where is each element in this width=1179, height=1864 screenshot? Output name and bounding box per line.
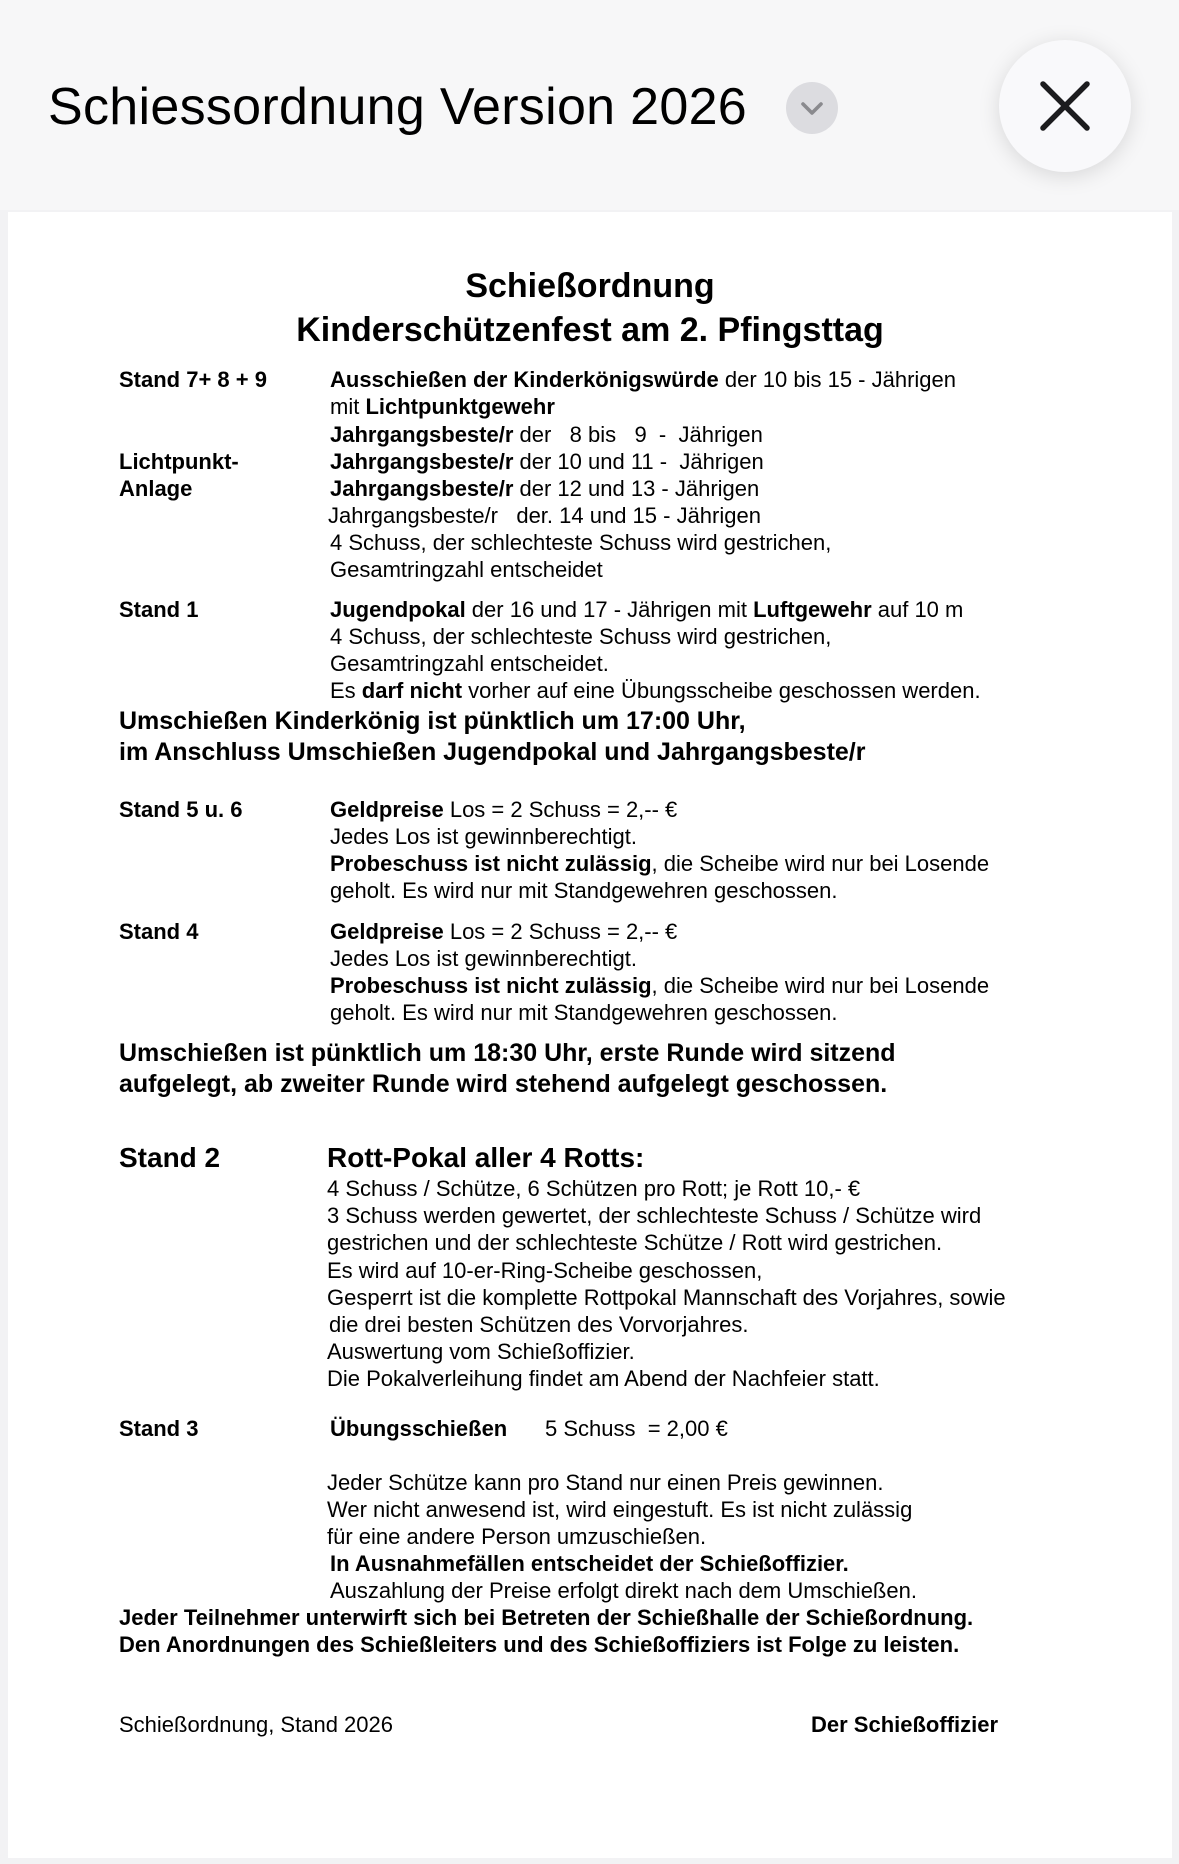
stand-2-line-6: die drei besten Schützen des Vorvorjahres. xyxy=(329,1312,749,1337)
stand-1-label: Stand 1 xyxy=(119,597,199,622)
stand-789-label: Stand 7+ 8 + 9 xyxy=(119,367,267,392)
stand-56-label: Stand 5 u. 6 xyxy=(119,797,243,822)
general-line-2: Wer nicht anwesend ist, wird eingestuft. Es ist nicht zulässig xyxy=(327,1497,913,1522)
stand-4-line-1: Geldpreise Los = 2 Schuss = 2,-- € xyxy=(330,919,678,944)
doc-subtitle: Kinderschützenfest am 2. Pfingsttag xyxy=(296,311,884,349)
stand-2-line-3: gestrichen und der schlechteste Schütze / Rott wird gestrichen. xyxy=(327,1230,943,1255)
closing-line-1: Jeder Teilnehmer unterwirft sich bei Betreten der Schießhalle der Schießordnung. xyxy=(119,1605,974,1630)
title-dropdown-button[interactable] xyxy=(786,82,838,134)
stand-1-line-1: Jugendpokal der 16 und 17 - Jährigen mit Luftgewehr auf 10 m xyxy=(330,597,964,622)
close-icon xyxy=(1037,78,1093,134)
closing-line-2: Den Anordnungen des Schießleiters und des Schießoffiziers ist Folge zu leisten. xyxy=(119,1632,960,1657)
general-line-5: Auszahlung der Preise erfolgt direkt nach dem Umschießen. xyxy=(330,1578,917,1603)
stand-56-line-1: Geldpreise Los = 2 Schuss = 2,-- € xyxy=(330,797,678,822)
stand-789-side-label-1: Lichtpunkt- xyxy=(119,449,239,474)
stand-4-line-2: Jedes Los ist gewinnberechtigt. xyxy=(330,946,637,971)
stand-4-label: Stand 4 xyxy=(119,919,199,944)
stand-4-line-4: geholt. Es wird nur mit Standgewehren geschossen. xyxy=(330,1000,838,1025)
stand-1-line-4: Es darf nicht vorher auf eine Übungsscheibe geschossen werden. xyxy=(330,678,981,703)
stand-2-line-1: 4 Schuss / Schütze, 6 Schützen pro Rott; je Rott 10,- € xyxy=(327,1176,861,1201)
stand-56-line-4: geholt. Es wird nur mit Standgewehren geschossen. xyxy=(330,878,838,903)
stand-2-line-7: Auswertung vom Schießoffizier. xyxy=(327,1339,635,1364)
stand-789-line-1: Ausschießen der Kinderkönigswürde der 10 bis 15 - Jährigen xyxy=(330,367,957,392)
notice-2-line-1: Umschießen ist pünktlich um 18:30 Uhr, erste Runde wird sitzend xyxy=(119,1039,896,1067)
stand-1-line-3: Gesamtringzahl entscheidet. xyxy=(330,651,609,676)
stand-2-heading: Rott-Pokal aller 4 Rotts: xyxy=(327,1142,645,1173)
general-line-4: In Ausnahmefällen entscheidet der Schießoffizier. xyxy=(330,1551,849,1576)
notice-2-line-2: aufgelegt, ab zweiter Runde wird stehend aufgelegt geschossen. xyxy=(119,1070,888,1098)
stand-3-label: Stand 3 xyxy=(119,1416,199,1441)
stand-789-line-8: Gesamtringzahl entscheidet xyxy=(330,557,603,582)
stand-3-price: 5 Schuss = 2,00 € xyxy=(545,1416,728,1441)
stand-2-label: Stand 2 xyxy=(119,1142,221,1173)
doc-title: Schießordnung xyxy=(465,267,715,305)
stand-789-side-label-2: Anlage xyxy=(119,476,193,501)
stand-2-line-2: 3 Schuss werden gewertet, der schlechteste Schuss / Schütze wird xyxy=(327,1203,982,1228)
top-bar xyxy=(0,0,1179,210)
document-content xyxy=(8,212,1172,1858)
stand-1-line-2: 4 Schuss, der schlechteste Schuss wird gestrichen, xyxy=(330,624,832,649)
general-line-1: Jeder Schütze kann pro Stand nur einen Preis gewinnen. xyxy=(327,1470,884,1495)
stand-789-line-3: Jahrgangsbeste/r der 8 bis 9 - Jährigen xyxy=(330,422,763,447)
chevron-down-icon xyxy=(799,98,825,118)
notice-1-line-2: im Anschluss Umschießen Jugendpokal und Jahrgangsbeste/r xyxy=(119,738,866,766)
stand-789-line-7: 4 Schuss, der schlechteste Schuss wird gestrichen, xyxy=(330,530,832,555)
document-title[interactable]: Schiessordnung Version 2026 xyxy=(48,78,748,136)
close-button[interactable] xyxy=(999,40,1131,172)
stand-2-line-5: Gesperrt ist die komplette Rottpokal Mannschaft des Vorjahres, sowie xyxy=(327,1285,1006,1310)
stand-4-line-3: Probeschuss ist nicht zulässig, die Scheibe wird nur bei Losende xyxy=(330,973,990,998)
stand-789-line-4: Jahrgangsbeste/r der 10 und 11 - Jährigen xyxy=(330,449,764,474)
stand-56-line-3: Probeschuss ist nicht zulässig, die Scheibe wird nur bei Losende xyxy=(330,851,990,876)
stand-2-line-4: Es wird auf 10-er-Ring-Scheibe geschossen, xyxy=(327,1258,763,1283)
stand-56-line-2: Jedes Los ist gewinnberechtigt. xyxy=(330,824,637,849)
notice-1-line-1: Umschießen Kinderkönig ist pünktlich um 17:00 Uhr, xyxy=(119,707,746,735)
footer-left: Schießordnung, Stand 2026 xyxy=(119,1712,393,1737)
stand-789-line-6: Jahrgangsbeste/r der. 14 und 15 - Jährigen xyxy=(328,503,761,528)
general-line-3: für eine andere Person umzuschießen. xyxy=(327,1524,707,1549)
stand-789-line-5: Jahrgangsbeste/r der 12 und 13 - Jährigen xyxy=(330,476,760,501)
stand-789-line-2: mit Lichtpunktgewehr xyxy=(330,394,555,419)
document-page[interactable] xyxy=(8,212,1172,1858)
stand-3-title: Übungsschießen xyxy=(330,1416,508,1441)
stand-2-line-8: Die Pokalverleihung findet am Abend der Nachfeier statt. xyxy=(327,1366,880,1391)
footer-signature: Der Schießoffizier xyxy=(811,1712,999,1737)
